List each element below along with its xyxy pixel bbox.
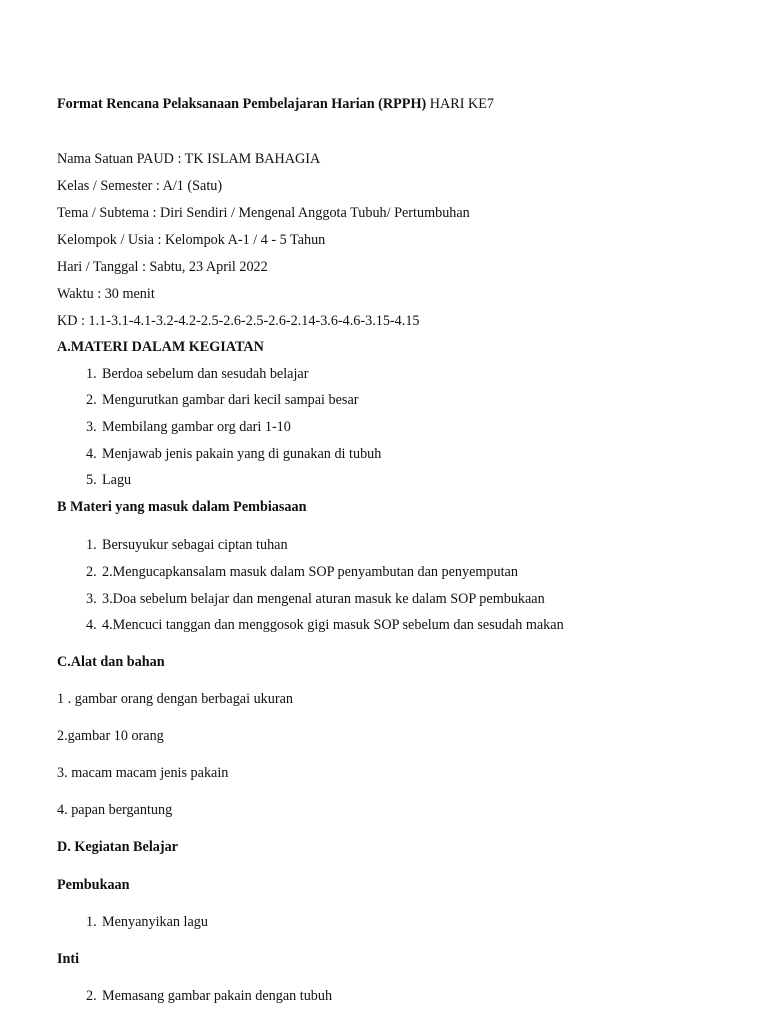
list-number: 5. bbox=[86, 472, 97, 488]
section-a-heading: A.MATERI DALAM KEGIATAN bbox=[57, 339, 264, 355]
list-item bbox=[57, 446, 381, 463]
list-text: Mengurutkan gambar dari kecil sampai besar bbox=[102, 392, 359, 408]
info-line-group: Kelompok / Usia : Kelompok A-1 / 4 - 5 Tahun bbox=[57, 232, 326, 248]
list-item bbox=[57, 988, 332, 1005]
list-item bbox=[57, 914, 208, 931]
material-item: 4. papan bergantung bbox=[57, 802, 173, 818]
subsection-inti-heading: Inti bbox=[57, 951, 80, 967]
list-item bbox=[57, 617, 564, 634]
info-line-class: Kelas / Semester : A/1 (Satu) bbox=[57, 178, 223, 194]
list-number: 1. bbox=[86, 366, 97, 382]
section-d-heading: D. Kegiatan Belajar bbox=[57, 839, 178, 855]
info-line-theme: Tema / Subtema : Diri Sendiri / Mengenal Anggota Tubuh/ Pertumbuhan bbox=[57, 205, 470, 221]
list-text: Berdoa sebelum dan sesudah belajar bbox=[102, 366, 309, 382]
list-item bbox=[57, 564, 518, 581]
list-text: Menyanyikan lagu bbox=[102, 914, 208, 930]
list-number: 1. bbox=[86, 914, 97, 930]
material-item: 1 . gambar orang dengan berbagai ukuran bbox=[57, 691, 293, 707]
subsection-pembukaan-heading: Pembukaan bbox=[57, 877, 130, 893]
list-item bbox=[57, 366, 308, 383]
document-title bbox=[57, 96, 494, 113]
list-item bbox=[57, 392, 358, 409]
info-line-kd: KD : 1.1-3.1-4.1-3.2-4.2-2.5-2.6-2.5-2.6-2.14-3.6-4.6-3.15-4.15 bbox=[57, 313, 420, 329]
material-item: 3. macam macam jenis pakain bbox=[57, 765, 229, 781]
list-text: Bersuyukur sebagai ciptan tuhan bbox=[102, 537, 288, 553]
list-number: 2. bbox=[86, 392, 97, 408]
list-text: Membilang gambar org dari 1-10 bbox=[102, 419, 291, 435]
list-item bbox=[57, 472, 131, 489]
list-number: 4. bbox=[86, 446, 97, 462]
list-text: Memasang gambar pakain dengan tubuh bbox=[102, 988, 333, 1004]
list-text: 3.Doa sebelum belajar dan mengenal aturan masuk ke dalam SOP pembukaan bbox=[102, 591, 545, 607]
material-item: 2.gambar 10 orang bbox=[57, 728, 164, 744]
list-number: 3. bbox=[86, 591, 97, 607]
title-bold: Format Rencana Pelaksanaan Pembelajaran Harian (RPPH) bbox=[57, 96, 427, 112]
list-text: 4.Mencuci tanggan dan menggosok gigi masuk SOP sebelum dan sesudah makan bbox=[102, 617, 564, 633]
section-b-heading: B Materi yang masuk dalam Pembiasaan bbox=[57, 499, 307, 515]
list-text: Lagu bbox=[102, 472, 132, 488]
list-item bbox=[57, 537, 288, 554]
list-item bbox=[57, 591, 545, 608]
list-number: 4. bbox=[86, 617, 97, 633]
list-text: Menjawab jenis pakain yang di gunakan di tubuh bbox=[102, 446, 382, 462]
info-line-date: Hari / Tanggal : Sabtu, 23 April 2022 bbox=[57, 259, 268, 275]
info-line-time: Waktu : 30 menit bbox=[57, 286, 155, 302]
title-rest: HARI KE7 bbox=[426, 96, 495, 112]
list-number: 2. bbox=[86, 564, 97, 580]
section-c-heading: C.Alat dan bahan bbox=[57, 654, 165, 670]
list-number: 3. bbox=[86, 419, 97, 435]
list-item bbox=[57, 419, 291, 436]
list-number: 2. bbox=[86, 988, 97, 1004]
list-text: 2.Mengucapkansalam masuk dalam SOP penyambutan dan penyemputan bbox=[102, 564, 518, 580]
list-number: 1. bbox=[86, 537, 97, 553]
info-line-school: Nama Satuan PAUD : TK ISLAM BAHAGIA bbox=[57, 151, 321, 167]
